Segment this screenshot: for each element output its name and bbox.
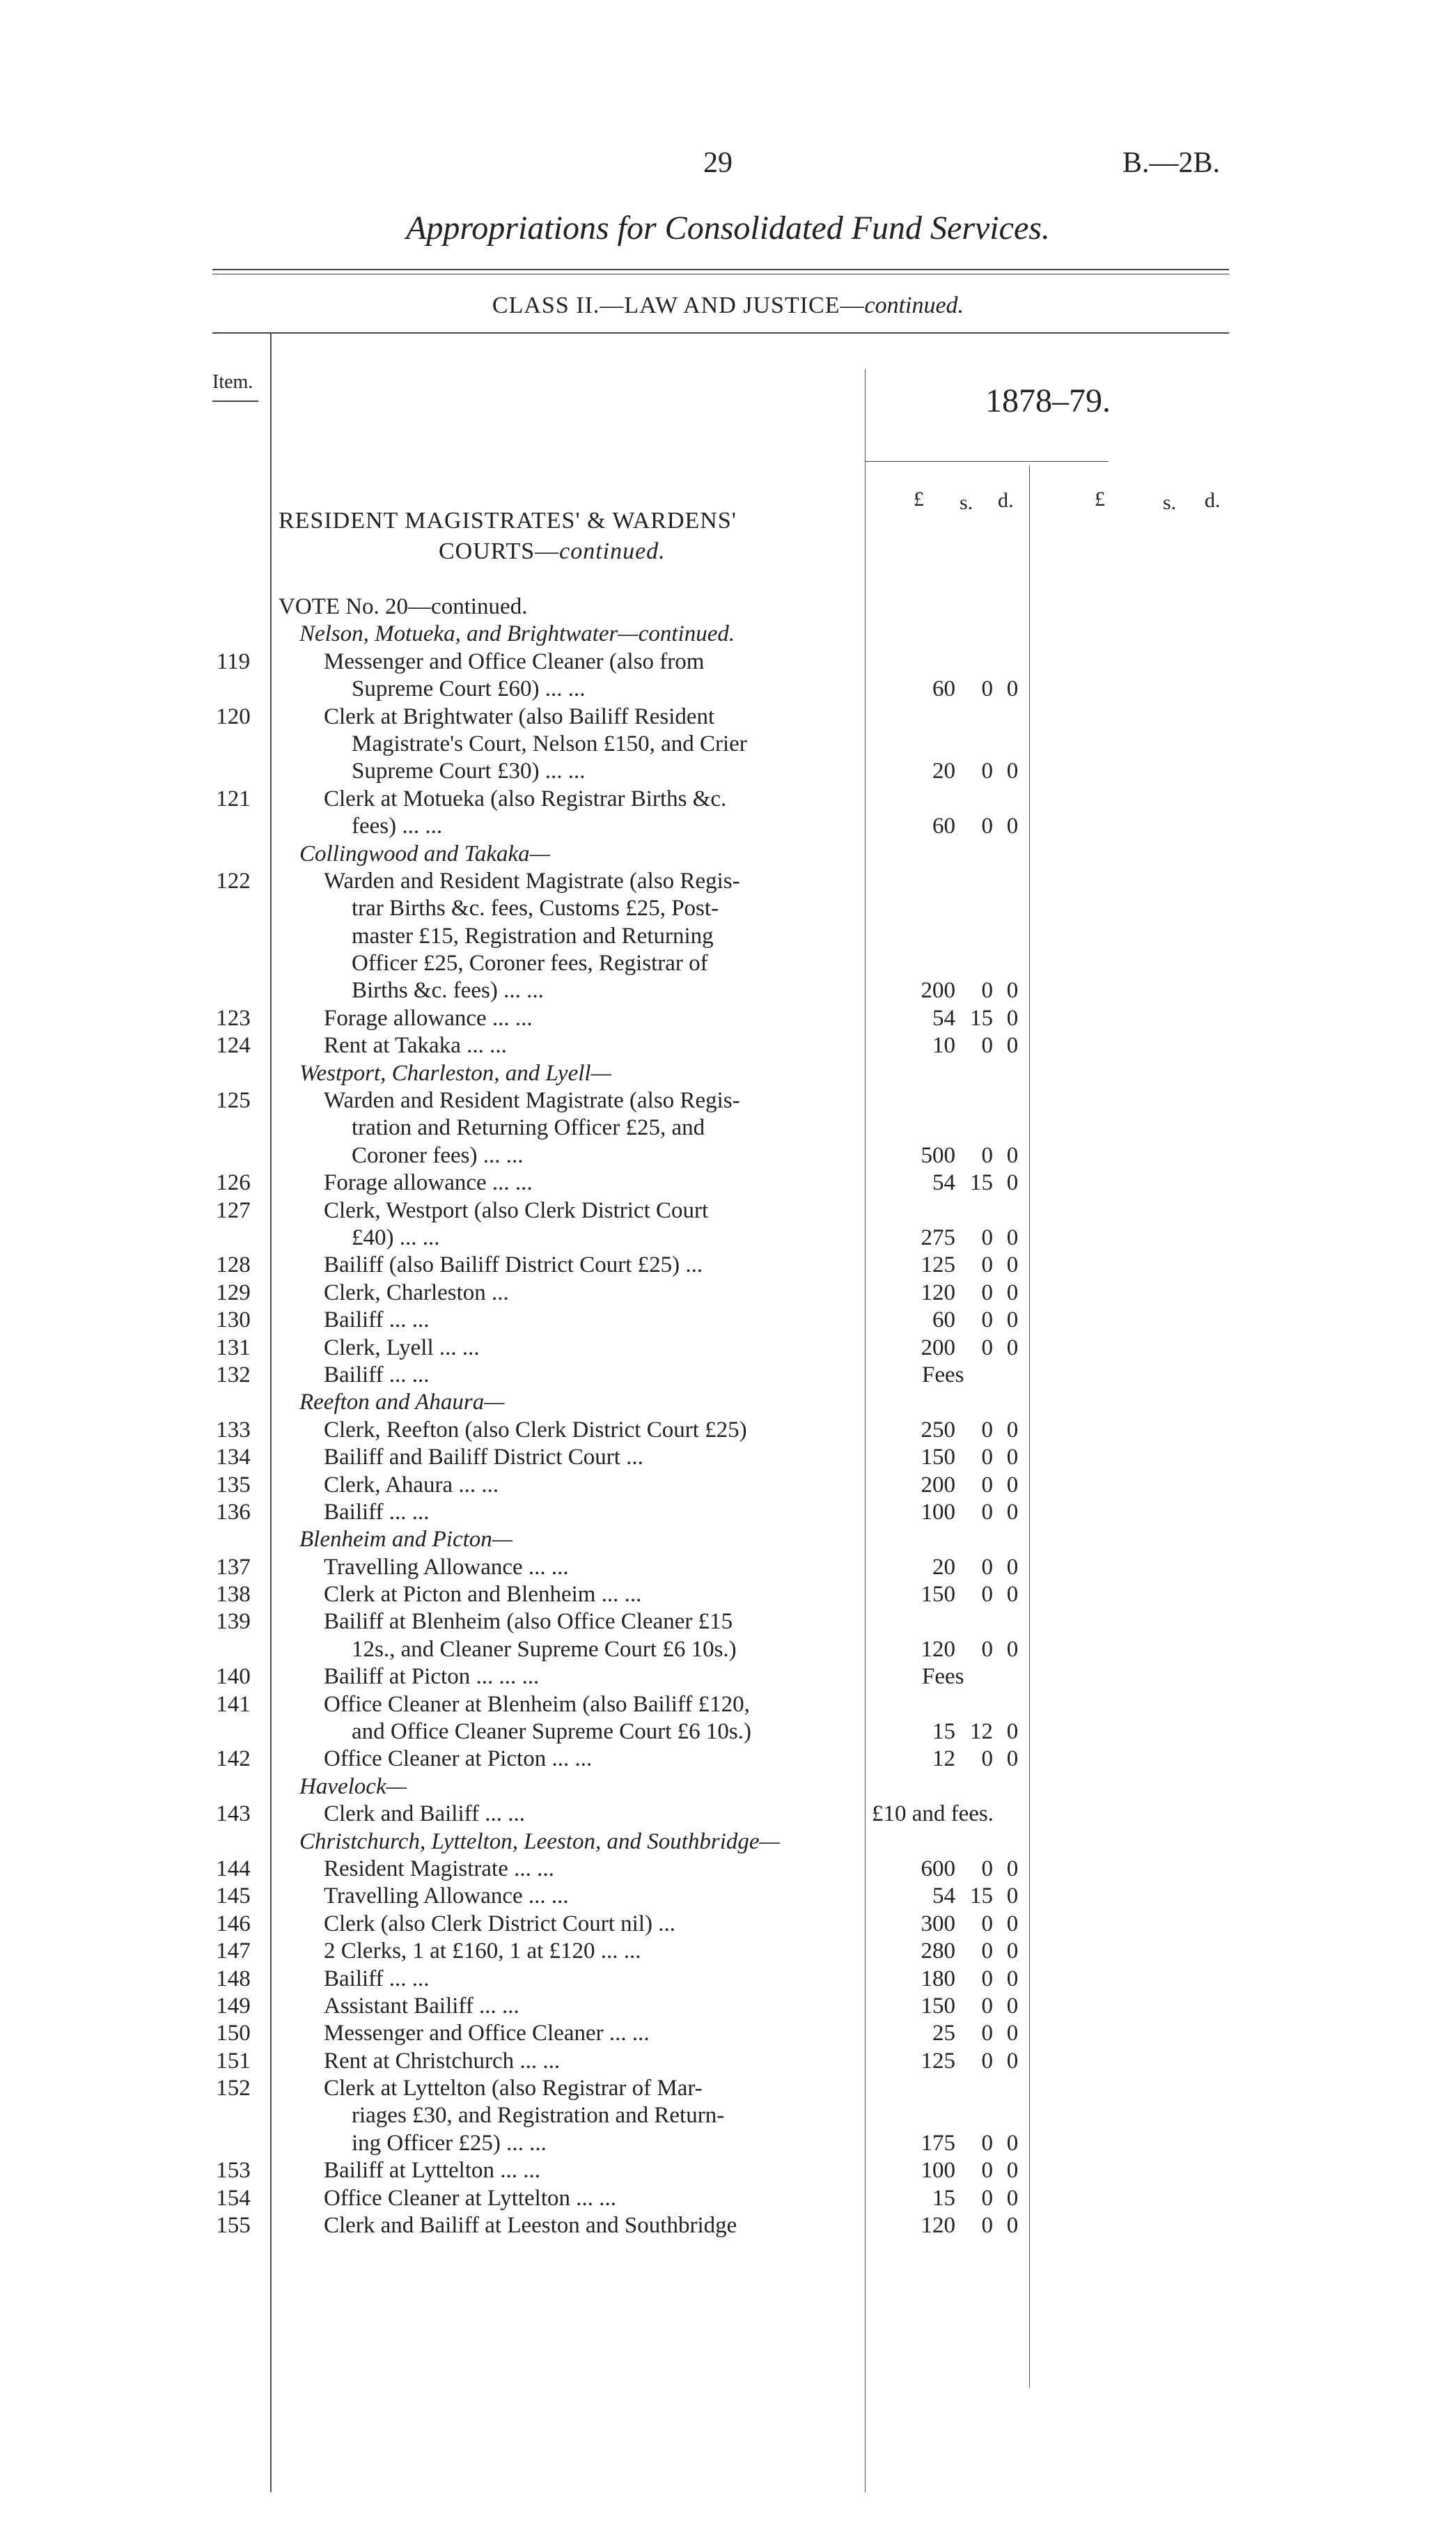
table-row — [0, 1581, 1456, 1608]
amount-shillings: 0 — [981, 759, 993, 784]
amount-pence: 0 — [1006, 1966, 1019, 1991]
item-description: Christchurch, Lyttelton, Leeston, and Southbridge— — [299, 1828, 780, 1854]
table-row — [0, 1883, 1456, 1910]
item-description: Coroner fees) ... ... — [352, 1142, 524, 1168]
table-row — [0, 1966, 1456, 1993]
amount-pounds: 10 — [932, 1033, 955, 1059]
amount-pence: 0 — [1006, 2048, 1019, 2074]
page-title: Appropriations for Consolidated Fund Services. — [406, 210, 1050, 247]
item-number: 153 — [216, 2158, 251, 2184]
item-description: Travelling Allowance ... ... — [324, 1554, 569, 1580]
amount-pence: 0 — [1006, 2158, 1019, 2184]
item-number: 130 — [216, 1307, 251, 1333]
amount-pounds: 60 — [932, 814, 955, 839]
item-description: Clerk and Bailiff at Leeston and Southbridge — [324, 2213, 737, 2239]
class-heading — [0, 293, 1456, 319]
table-row — [0, 1746, 1456, 1773]
item-number: 139 — [216, 1609, 251, 1635]
item-description: Clerk, Ahaura ... ... — [324, 1472, 499, 1498]
item-number: 129 — [216, 1280, 251, 1305]
district-subheading — [0, 1828, 1456, 1856]
amount-shillings: 0 — [981, 2048, 993, 2074]
item-description: Bailiff ... ... — [324, 1307, 430, 1333]
amount-text: Fees — [922, 1362, 964, 1388]
amount-shillings: 0 — [981, 1636, 993, 1662]
item-description: Reefton and Ahaura— — [299, 1390, 505, 1415]
item-description: Nelson, Motueka, and Brightwater—continued. — [299, 621, 735, 647]
amount-pounds: 100 — [921, 2158, 955, 2184]
item-description: Bailiff and Bailiff District Court ... — [324, 1445, 643, 1470]
amount-shillings: 12 — [970, 1719, 993, 1745]
amount-pence: 0 — [1006, 1499, 1019, 1525]
table-row — [0, 2048, 1456, 2075]
item-number: 125 — [216, 1088, 251, 1114]
table-row — [0, 1444, 1456, 1471]
amount-shillings: 0 — [981, 1225, 993, 1250]
unit-pounds-1: £ — [914, 488, 924, 511]
amount-pounds: 15 — [932, 2185, 955, 2211]
item-number: 120 — [216, 704, 251, 729]
item-description: Clerk, Lyell ... ... — [324, 1335, 480, 1360]
item-description: master £15, Registration and Returning — [352, 923, 714, 949]
amount-pounds: 175 — [921, 2130, 955, 2156]
item-description: Travelling Allowance ... ... — [324, 1883, 569, 1909]
amount-shillings: 15 — [970, 1170, 993, 1196]
vote-heading — [0, 593, 1456, 621]
table-row — [0, 1280, 1456, 1307]
amount-pounds: 12 — [932, 1746, 955, 1772]
amount-pounds: 300 — [921, 1911, 955, 1936]
amount-shillings: 0 — [981, 978, 993, 1004]
item-number: 142 — [216, 1746, 251, 1772]
table-row — [0, 1335, 1456, 1362]
rule-under-title — [212, 269, 1229, 270]
amount-pounds: 60 — [932, 1307, 955, 1333]
amount-pounds: 150 — [921, 1993, 955, 2019]
item-description: Assistant Bailiff ... ... — [324, 1993, 519, 2019]
amount-pounds: 180 — [921, 1966, 955, 1991]
item-number: 135 — [216, 1472, 251, 1498]
item-description: Supreme Court £30) ... ... — [352, 759, 586, 784]
amount-pounds: 275 — [921, 1225, 955, 1250]
item-description: Births &c. fees) ... ... — [352, 978, 544, 1004]
amount-pounds: 60 — [932, 676, 955, 702]
item-number: 123 — [216, 1005, 251, 1031]
item-number: 145 — [216, 1883, 251, 1909]
district-subheading — [0, 841, 1456, 868]
table-row — [0, 1225, 1456, 1252]
item-number: 122 — [216, 868, 251, 894]
item-description: Messenger and Office Cleaner (also from — [324, 648, 705, 674]
item-description: Bailiff (also Bailiff District Court £25) ... — [324, 1252, 703, 1278]
item-description: Clerk at Motueka (also Registrar Births &c. — [324, 786, 727, 811]
amount-shillings: 0 — [981, 1280, 993, 1305]
table-row — [0, 1608, 1456, 1635]
table-row — [0, 950, 1456, 977]
item-number: 148 — [216, 1966, 251, 1991]
table-row — [0, 648, 1456, 676]
item-description: Clerk (also Clerk District Court nil) ... — [324, 1911, 676, 1936]
item-description: Clerk, Charleston ... — [324, 1280, 509, 1305]
item-description: Bailiff at Picton ... ... ... — [324, 1664, 540, 1690]
amount-shillings: 0 — [981, 2021, 993, 2046]
amount-text: £10 and fees. — [872, 1801, 994, 1827]
table-row — [0, 1114, 1456, 1142]
amount-pence: 0 — [1006, 1911, 1019, 1936]
item-number: 119 — [216, 648, 251, 674]
page-number: 29 — [703, 147, 733, 179]
table-row — [0, 1636, 1456, 1663]
unit-pounds-2: £ — [1095, 488, 1105, 511]
item-description: Clerk at Brightwater (also Bailiff Resident — [324, 704, 715, 729]
table-row — [0, 1142, 1456, 1169]
item-description: Collingwood and Takaka— — [299, 841, 550, 866]
table-row — [0, 2020, 1456, 2047]
table-row — [0, 1362, 1456, 1389]
district-subheading — [0, 1773, 1456, 1801]
amount-pence: 0 — [1006, 1554, 1019, 1580]
amount-shillings: 0 — [981, 1938, 993, 1964]
item-description: Westport, Charleston, and Lyell— — [299, 1060, 611, 1086]
amount-pence: 0 — [1006, 759, 1019, 784]
amount-pounds: 20 — [932, 1554, 955, 1580]
amount-pence: 0 — [1006, 2185, 1019, 2211]
amount-pence: 0 — [1006, 1636, 1019, 1662]
item-description: Rent at Takaka ... ... — [324, 1033, 507, 1059]
table-row — [0, 1554, 1456, 1581]
amount-pence: 0 — [1006, 1856, 1019, 1881]
item-description: 12s., and Cleaner Supreme Court £6 10s.) — [352, 1636, 737, 1662]
amount-shillings: 0 — [981, 1554, 993, 1580]
table-row — [0, 1911, 1456, 1938]
document-reference: B.—2B. — [1122, 147, 1221, 179]
amount-pence: 0 — [1006, 1993, 1019, 2019]
item-number: 150 — [216, 2021, 251, 2046]
item-column-header: Item. — [212, 371, 253, 393]
item-description: £40) ... ... — [352, 1225, 440, 1250]
amount-shillings: 0 — [981, 1142, 993, 1168]
item-description: Bailiff at Blenheim (also Office Cleaner £15 — [324, 1609, 733, 1635]
amount-pence: 0 — [1006, 1033, 1019, 1059]
item-description: Bailiff ... ... — [324, 1966, 430, 1991]
amount-pounds: 150 — [921, 1445, 955, 1470]
amount-pounds: 200 — [921, 1472, 955, 1498]
amount-shillings: 0 — [981, 1033, 993, 1059]
amount-shillings: 15 — [970, 1883, 993, 1909]
item-description: VOTE No. 20—continued. — [279, 594, 528, 619]
table-row — [0, 2212, 1456, 2239]
table-row — [0, 758, 1456, 785]
item-number: 121 — [216, 786, 251, 811]
amount-pounds: 54 — [932, 1005, 955, 1031]
amount-pounds: 200 — [921, 978, 955, 1004]
table-row — [0, 704, 1456, 731]
section-heading-courts: COURTS— — [439, 538, 560, 564]
item-description: Supreme Court £60) ... ... — [352, 676, 586, 702]
year-header-rule — [865, 461, 1109, 462]
table-row — [0, 923, 1456, 950]
item-number: 152 — [216, 2076, 251, 2101]
item-description: Forage allowance ... ... — [324, 1170, 533, 1196]
item-number: 137 — [216, 1554, 251, 1580]
item-description: Blenheim and Picton— — [299, 1527, 513, 1553]
item-number: 146 — [216, 1911, 251, 1936]
item-number: 126 — [216, 1170, 251, 1196]
item-description: Clerk, Westport (also Clerk District Court — [324, 1197, 709, 1223]
amount-shillings: 0 — [981, 2130, 993, 2156]
amount-shillings: 0 — [981, 814, 993, 839]
table-row — [0, 1005, 1456, 1032]
amount-shillings: 0 — [981, 1911, 993, 1936]
item-description: 2 Clerks, 1 at £160, 1 at £120 ... ... — [324, 1938, 641, 1964]
district-subheading — [0, 1389, 1456, 1416]
table-row — [0, 1691, 1456, 1718]
item-description: Bailiff ... ... — [324, 1499, 430, 1525]
amount-pence: 0 — [1006, 1335, 1019, 1360]
amount-shillings: 0 — [981, 1966, 993, 1991]
amount-shillings: 0 — [981, 676, 993, 702]
district-subheading — [0, 1526, 1456, 1553]
item-number: 138 — [216, 1582, 251, 1608]
amount-pence: 0 — [1006, 1746, 1019, 1772]
amount-pence: 0 — [1006, 676, 1019, 702]
item-description: Office Cleaner at Lyttelton ... ... — [324, 2185, 617, 2211]
amount-pounds: 25 — [932, 2021, 955, 2046]
item-number: 147 — [216, 1938, 251, 1964]
item-number: 151 — [216, 2048, 251, 2074]
item-number: 155 — [216, 2213, 251, 2239]
item-number: 143 — [216, 1801, 251, 1827]
amount-pounds: 125 — [921, 1252, 955, 1278]
table-row — [0, 1032, 1456, 1059]
table-row — [0, 1938, 1456, 1965]
amount-shillings: 0 — [981, 1472, 993, 1498]
item-description: trar Births &c. fees, Customs £25, Post- — [352, 896, 719, 922]
table-row — [0, 1197, 1456, 1225]
amount-pence: 0 — [1006, 1005, 1019, 1031]
item-description: tration and Returning Officer £25, and — [352, 1115, 705, 1141]
amount-pence: 0 — [1006, 1719, 1019, 1745]
table-row — [0, 1856, 1456, 1883]
item-description: Warden and Resident Magistrate (also Regis- — [324, 1088, 740, 1114]
amount-pounds: 100 — [921, 1499, 955, 1525]
amount-pence: 0 — [1006, 814, 1019, 839]
item-description: Resident Magistrate ... ... — [324, 1856, 554, 1881]
amount-pounds: 150 — [921, 1582, 955, 1608]
item-number: 133 — [216, 1417, 251, 1443]
item-description: riages £30, and Registration and Return- — [352, 2103, 725, 2129]
item-number: 140 — [216, 1664, 251, 1690]
item-description: Forage allowance ... ... — [324, 1005, 533, 1031]
item-number: 124 — [216, 1033, 251, 1059]
item-description: Clerk, Reefton (also Clerk District Court £25) — [324, 1417, 747, 1443]
section-heading — [279, 506, 863, 567]
amount-pounds: 500 — [921, 1142, 955, 1168]
item-number: 132 — [216, 1362, 251, 1388]
district-subheading — [0, 621, 1456, 648]
item-number: 131 — [216, 1335, 251, 1360]
amount-pounds: 280 — [921, 1938, 955, 1964]
item-description: Officer £25, Coroner fees, Registrar of — [352, 951, 708, 977]
item-number: 141 — [216, 1691, 251, 1717]
amount-pence: 0 — [1006, 1472, 1019, 1498]
table-row — [0, 1801, 1456, 1828]
item-description: Clerk at Picton and Blenheim ... ... — [324, 1582, 642, 1608]
item-description: fees) ... ... — [352, 814, 443, 839]
table-row — [0, 895, 1456, 922]
item-header-underline — [212, 401, 258, 402]
table-row — [0, 2185, 1456, 2212]
amount-pounds: 54 — [932, 1170, 955, 1196]
amount-shillings: 0 — [981, 1582, 993, 1608]
rule-table-top — [212, 332, 1229, 334]
item-description: Magistrate's Court, Nelson £150, and Crier — [352, 731, 747, 756]
section-heading-line1: RESIDENT MAGISTRATES' & WARDENS' — [279, 508, 737, 534]
table-row — [0, 1087, 1456, 1114]
amount-pence: 0 — [1006, 1938, 1019, 1964]
amount-shillings: 0 — [981, 1856, 993, 1881]
table-row — [0, 1417, 1456, 1444]
item-number: 154 — [216, 2185, 251, 2211]
amount-pence: 0 — [1006, 2130, 1019, 2156]
amount-pounds: 120 — [921, 1280, 955, 1305]
section-heading-continued: continued. — [559, 538, 666, 564]
item-number: 149 — [216, 1993, 251, 2019]
amount-pounds: 250 — [921, 1417, 955, 1443]
unit-shillings-2: s. — [1163, 491, 1177, 514]
amount-pence: 0 — [1006, 978, 1019, 1004]
section-heading-line2 — [279, 536, 863, 567]
table-row — [0, 2157, 1456, 2184]
class-heading-text: CLASS II.—LAW AND JUSTICE— — [492, 293, 865, 318]
table-row — [0, 2075, 1456, 2102]
item-number: 136 — [216, 1499, 251, 1525]
amount-pounds: 20 — [932, 759, 955, 784]
item-number: 134 — [216, 1445, 251, 1470]
table-row — [0, 2130, 1456, 2157]
appropriation-table — [0, 593, 1456, 2239]
amount-shillings: 0 — [981, 1307, 993, 1333]
unit-pence-1: d. — [998, 489, 1014, 512]
amount-shillings: 15 — [970, 1005, 993, 1031]
table-row — [0, 868, 1456, 895]
amount-text: Fees — [922, 1664, 964, 1690]
item-number: 128 — [216, 1252, 251, 1278]
table-row — [0, 1993, 1456, 2020]
district-subheading — [0, 1060, 1456, 1087]
amount-pence: 0 — [1006, 1445, 1019, 1470]
amount-pence: 0 — [1006, 1170, 1019, 1196]
amount-shillings: 0 — [981, 1335, 993, 1360]
item-description: Bailiff ... ... — [324, 1362, 430, 1388]
item-description: Rent at Christchurch ... ... — [324, 2048, 561, 2074]
amount-pence: 0 — [1006, 1883, 1019, 1909]
amount-pence: 0 — [1006, 1252, 1019, 1278]
amount-shillings: 0 — [981, 2158, 993, 2184]
amount-shillings: 0 — [981, 1252, 993, 1278]
amount-pence: 0 — [1006, 2213, 1019, 2239]
unit-shillings-1: s. — [960, 491, 973, 514]
amount-shillings: 0 — [981, 1993, 993, 2019]
table-row — [0, 1663, 1456, 1690]
table-row — [0, 977, 1456, 1004]
table-row — [0, 731, 1456, 758]
amount-shillings: 0 — [981, 2185, 993, 2211]
amount-shillings: 0 — [981, 1417, 993, 1443]
table-row — [0, 2102, 1456, 2129]
item-description: Warden and Resident Magistrate (also Regis- — [324, 868, 740, 894]
amount-shillings: 0 — [981, 1445, 993, 1470]
unit-pence-2: d. — [1205, 489, 1221, 512]
amount-pounds: 120 — [921, 2213, 955, 2239]
amount-pounds: 15 — [932, 1719, 955, 1745]
amount-shillings: 0 — [981, 1746, 993, 1772]
item-description: and Office Cleaner Supreme Court £6 10s.) — [352, 1719, 751, 1745]
item-description: Messenger and Office Cleaner ... ... — [324, 2021, 650, 2046]
amount-pounds: 54 — [932, 1883, 955, 1909]
amount-pence: 0 — [1006, 2021, 1019, 2046]
amount-pence: 0 — [1006, 1142, 1019, 1168]
amount-pence: 0 — [1006, 1280, 1019, 1305]
table-row — [0, 813, 1456, 840]
table-row — [0, 1252, 1456, 1279]
table-row — [0, 676, 1456, 703]
item-description: Office Cleaner at Picton ... ... — [324, 1746, 593, 1772]
amount-pence: 0 — [1006, 1307, 1019, 1333]
amount-pence: 0 — [1006, 1582, 1019, 1608]
item-number: 144 — [216, 1856, 251, 1881]
amount-pounds: 125 — [921, 2048, 955, 2074]
amount-pounds: 600 — [921, 1856, 955, 1881]
amount-pence: 0 — [1006, 1225, 1019, 1250]
item-description: Havelock— — [299, 1773, 407, 1799]
item-description: Bailiff at Lyttelton ... ... — [324, 2158, 541, 2184]
item-description: Clerk at Lyttelton (also Registrar of Mar- — [324, 2076, 703, 2101]
year-column-header: 1878–79. — [985, 382, 1111, 419]
item-number: 127 — [216, 1197, 251, 1223]
table-row — [0, 1718, 1456, 1746]
class-heading-continued: continued. — [864, 293, 964, 318]
table-row — [0, 786, 1456, 813]
amount-shillings: 0 — [981, 2213, 993, 2239]
table-row — [0, 1307, 1456, 1334]
amount-pence: 0 — [1006, 1417, 1019, 1443]
amount-pounds: 120 — [921, 1636, 955, 1662]
table-row — [0, 1169, 1456, 1197]
amount-shillings: 0 — [981, 1499, 993, 1525]
table-row — [0, 1499, 1456, 1526]
item-description: ing Officer £25) ... ... — [352, 2130, 547, 2156]
item-description: Office Cleaner at Blenheim (also Bailiff £120, — [324, 1691, 750, 1717]
amount-pounds: 200 — [921, 1335, 955, 1360]
item-description: Clerk and Bailiff ... ... — [324, 1801, 526, 1827]
table-row — [0, 1472, 1456, 1499]
